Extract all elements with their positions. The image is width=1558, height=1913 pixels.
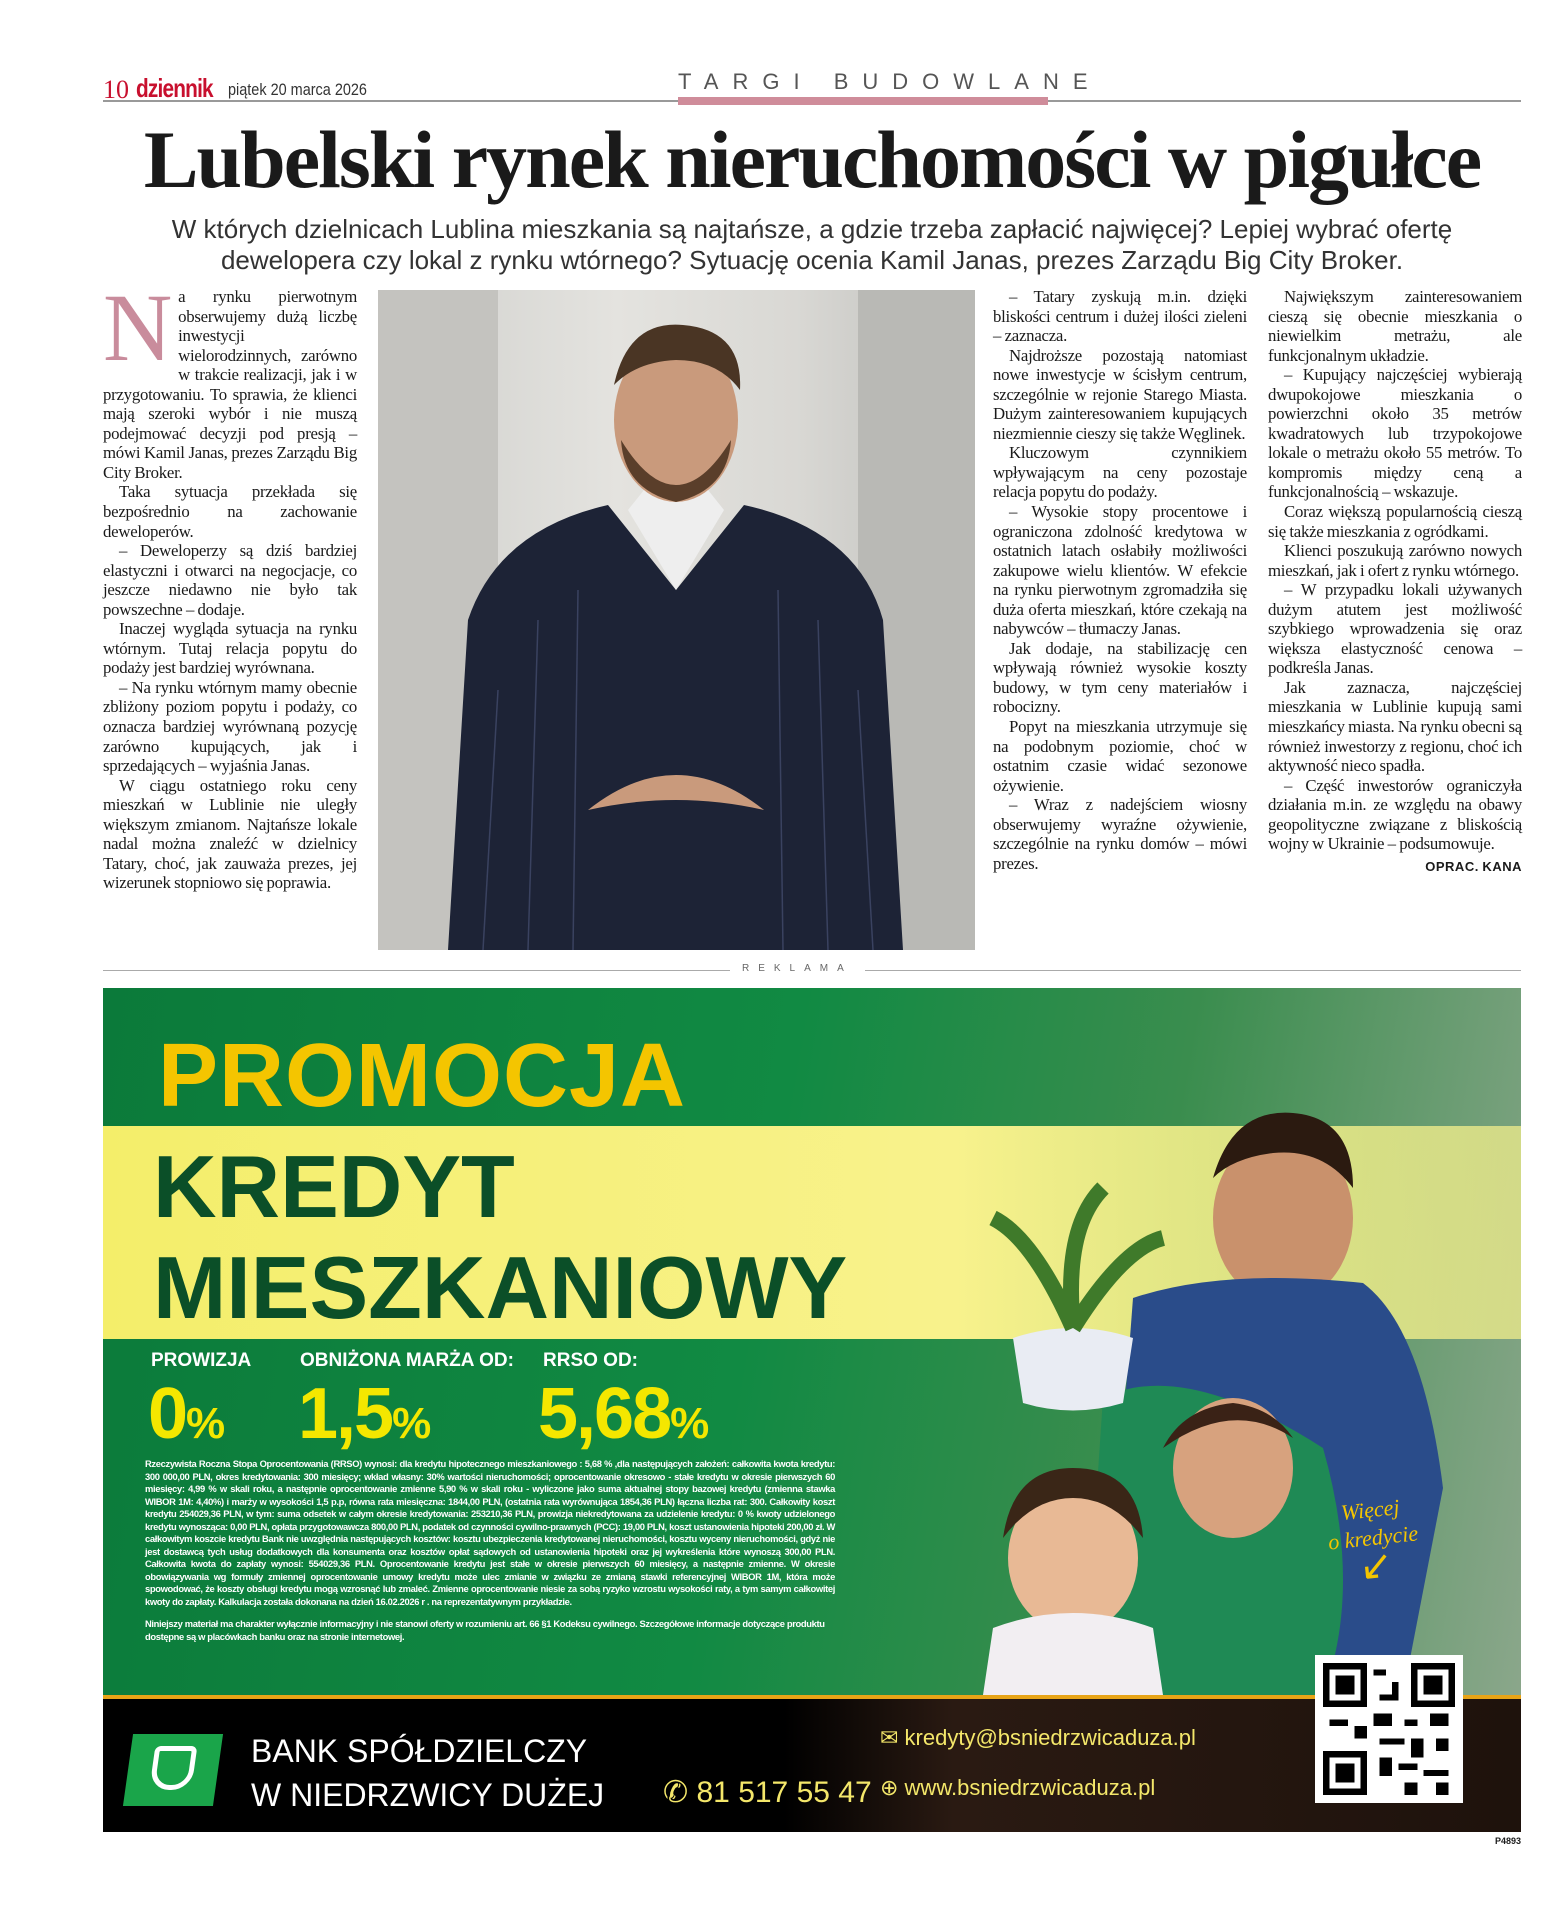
paragraph: Największym zainteresowaniem cieszą się obecnie mieszkania o niewielkim metrażu, ale funkcjonalnym układzie. (1268, 287, 1522, 365)
family-photo (803, 1068, 1521, 1695)
bank-footer (103, 1695, 1521, 1832)
newspaper-logo: dziennik (136, 73, 213, 103)
bank-advertisement (103, 988, 1521, 1832)
disclaimer: Niniejszy materiał ma charakter wyłącznie informacyjny i nie stanowi oferty w rozumieniu art. 66 §1 Kodeksu cywilnego. Szczegółowe informacje dotyczące produktu dostępne są w placówkach banku oraz na stronie internetowej. (145, 1618, 825, 1642)
drop-cap: N (103, 274, 173, 381)
paragraph: – Wraz z nadejściem wiosny obserwujemy wyraźne ożywienie, szczególnie na rynku domów – mówi prezes. (993, 795, 1247, 873)
phone-number: 81 517 55 47 (696, 1776, 872, 1809)
section-bar (678, 97, 1048, 105)
value: 5,68 (538, 1374, 671, 1454)
bank-name-line: BANK SPÓŁDZIELCZY (251, 1733, 588, 1769)
paragraph: – Tatary zyskują m.in. dzięki bliskości centrum i dużej ilości zieleni – zaznacza. (993, 287, 1247, 346)
phone-icon: ✆ (663, 1776, 697, 1809)
shield-icon (149, 1746, 197, 1790)
website-contact[interactable] (880, 1775, 1155, 1801)
paragraph: – Na rynku wtórnym mamy obecnie zbliżony poziom popytu i podaży, co oznacza bardziej wyrównaną pozycję zarówno kupujących, jak i sprzedających – wyjaśnia Janas. (103, 677, 357, 776)
commission-label: PROWIZJA (151, 1350, 252, 1371)
callout-line: o kredycie (1326, 1520, 1420, 1555)
unit: % (670, 1399, 708, 1448)
bank-name (251, 1729, 604, 1817)
paragraph: – Deweloperzy są dziś bardziej elastyczni i otwarci na negocjacje, co jeszcze niedawno nie było tak powszechne – dodaje. (103, 541, 357, 619)
commission-value (148, 1374, 224, 1460)
section-title: TARGI BUDOWLANE (678, 69, 1102, 94)
more-info-callout (1324, 1492, 1422, 1590)
article-column-3 (993, 287, 1247, 873)
article-title: Lubelski rynek nieruchomości w pigułce (143, 114, 1481, 205)
paragraph: Taka sytuacja przekłada się bezpośrednio na zachowanie deweloperów. (103, 482, 357, 541)
margin-label: OBNIŻONA MARŻA OD: (300, 1350, 514, 1371)
legal-text (145, 1458, 835, 1643)
article-deck: W których dzielnicach Lublina mieszkania są najtańsze, a gdzie trzeba zapłacić najwięcej? Lepiej wybrać ofertę dewelopera czy lokal z rynku wtórnego? Sytuację ocenia Kamil Janas, prezes Zarządu Big City Broker. (171, 214, 1453, 275)
email-contact[interactable] (880, 1725, 1196, 1751)
portrait-photo (378, 290, 975, 950)
rrso-value (538, 1374, 708, 1460)
paragraph: Jak dodaje, na stabilizację cen wpływają również wysokie koszty budowy, w tym ceny materiałów i robocizny. (993, 638, 1247, 717)
paragraph: – Część inwestorów ograniczyła działania m.in. ze względu na obawy geopolityczne związane z bliskością wojny w Ukrainie – podsumowuje. (1268, 775, 1522, 854)
margin-value (298, 1374, 430, 1460)
product-line-2: MIESZKANIOWY (153, 1238, 848, 1337)
paragraph: Popyt na mieszkania utrzymuje się na podobnym poziomie, choć w ostatnim czasie widać sezonowe ożywienie. (993, 717, 1247, 795)
paragraph: – Wysokie stopy procentowe i ograniczona zdolność kredytowa w ostatnich latach osłabiły możliwości zakupowe wielu klientów. W efekcie na rynku pierwotnym zgromadziła się duża oferta mieszkań, które czekają na nabywców – tłumaczy Janas. (993, 502, 1247, 639)
paragraph: Jak zaznacza, najczęściej mieszkania w Lublinie kupują sami mieszkańcy miasta. Na rynku obecni są również inwestorzy z regionu, choć ich aktywność nieco spadła. (1268, 677, 1522, 776)
byline: OPRAC. KANA (1425, 858, 1522, 874)
phone-contact[interactable] (663, 1775, 872, 1810)
paragraph: – W przypadku lokali używanych dużym atutem jest możliwość szybkiego wprowadzenia się oraz większa elastyczność cenowa – podkreśla Janas. (1268, 580, 1522, 678)
bank-name-line: W NIEDRZWICY DUŻEJ (251, 1777, 605, 1813)
website-url: www.bsniedrzwicaduza.pl (904, 1775, 1156, 1800)
email-address: kredyty@bsniedrzwicaduza.pl (904, 1725, 1196, 1750)
callout-line: Więcej (1339, 1494, 1401, 1526)
paragraph: W ciągu ostatniego roku ceny mieszkań w Lublinie nie uległy większym zmianom. Najtańsze lokale nadal można znaleźć w dzielnicy Tatary, choć, jak zauważa prezes, jej wizerunek stopniowo się poprawia. (103, 775, 357, 893)
bank-logo-icon (123, 1734, 223, 1806)
qr-code[interactable] (1315, 1655, 1463, 1803)
value: 1,5 (298, 1374, 393, 1454)
article-column-4 (1268, 287, 1522, 876)
ad-label: REKLAMA (730, 962, 865, 976)
promo-heading: PROMOCJA (158, 1026, 687, 1126)
product-line-1: KREDYT (153, 1137, 515, 1236)
paragraph: a rynku pierwotnym obserwujemy dużą liczbę inwestycji wielorodzinnych, zarówno w trakcie realizacji, jak i w przygotowaniu. To sprawia, że klienci mają szeroki wybór i nie muszą podejmować decyzji pod presją – mówi Kamil Janas, prezes Zarządu Big City Broker. (103, 287, 357, 482)
product-name (153, 1136, 847, 1338)
unit: % (392, 1399, 430, 1448)
issue-date: piątek 20 marca 2026 (228, 80, 367, 99)
rrso-label: RRSO OD: (543, 1350, 638, 1371)
paragraph: Inaczej wygląda sytuacja na rynku wtórnym. Tutaj relacja popytu do podaży jest bardziej wyrównana. (103, 619, 357, 678)
envelope-icon: ✉ (880, 1725, 905, 1750)
globe-icon: ⊕ (880, 1775, 905, 1800)
page-number: 10 (103, 75, 129, 104)
article-column-1 (103, 274, 357, 893)
value: 0 (148, 1374, 187, 1454)
paragraph: Kluczowym czynnikiem wpływającym na ceny pozostaje relacja popytu do podaży. (993, 443, 1247, 502)
paragraph: Klienci poszukują zarówno nowych mieszkań, jak i ofert z rynku wtórnego. (1268, 541, 1522, 580)
paragraph: – Kupujący najczęściej wybierają dwupokojowe mieszkania o powierzchni około 35 metrów kwadratowych lub trzypokojowe lokale o metrażu około 55 metrów. To kompromis między ceną a funkcjonalnością – wskazuje. (1268, 365, 1522, 502)
fine-print: Rzeczywista Roczna Stopa Oprocentowania (RRSO) wynosi: dla kredytu hipotecznego mieszkaniowego : 5,68 % ,dla następujących założeń: całkowita kwota kredytu: 300 000,00 PLN, okres kredytowania: 300 miesięcy; wkład własny: 30% wartości nieruchomości; oprocentowanie okresowo - stałe kredytu w okresie pierwszych 60 miesięcy: 4,99 % w skali roku, a następnie oprocentowanie zmienne 5,90 % w skali roku - wyliczone jako suma aktualnej stopy bazowej kredytu (zmienna stawka WIBOR 1M: 4,40%) i marży w wysokości 1,5 p.p, równa rata miesięczna: 1844,00 PLN, (ostatnia rata wyrównująca 1854,36 PLN) łączna liczba rat: 300. Całkowity koszt kredytu 254029,36 PLN, w tym: suma odsetek w całym okresie kredytowania: 253210,36 PLN, prowizja niekredytowana za udzielenie kredytu: 0 % kwoty udzielonego kredytu wynosząca: 0,00 PLN, opłata przygotowawcza 800,00 PLN, podatek od czynności cywilno-prawnych (PCC): 19,00 PLN, koszt ustanowienia hipoteki 200,00 zł. W całkowitym koszcie kredytu Bank nie uwzględnia następujących kosztów: kosztu ubezpieczenia kredytowanej nieruchomości, kosztu wyceny nieruchomości, gdyż nie jest dostawcą tych usług dodatkowych dla konsumenta oraz kosztów opłat sądowych od ustanowienia hipoteki oraz jej wykreślenia które wynoszą 300,00 PLN. Całkowita kwota do zapłaty wynosi: 554029,36 PLN. Oprocentowanie kredytu jest stałe w okresie pierwszych 60 miesięcy, a następnie zmienne. W okresie obowiązywania wg formuły zmiennej oprocentowanie umowy kredytu może ulec zmianie w związku ze zmianą stawki referencyjnej WIBOR 1M, która może spowodować, że koszty obsługi kredytu mogą wzrosnąć lub zmaleć. Zmienne oprocentowanie niesie za sobą ryzyko wzrostu wysokości raty, a tym samym całkowitej kwoty do zapłaty. Kalkulacja została dokonana na dzień 16.02.2026 r . na reprezentatywnym przykładzie. (145, 1458, 835, 1607)
arrow-down-icon: ↙ (1356, 1541, 1395, 1590)
unit: % (186, 1399, 224, 1448)
paragraph: Najdroższe pozostają natomiast nowe inwestycje w ścisłym centrum, szczególnie w rejonie Starego Miasta. Dużym zainteresowaniem kupujących niezmiennie cieszy się także Węglinek. (993, 345, 1247, 443)
paragraph: Coraz większą popularnością cieszą się także mieszkania z ogródkami. (1268, 502, 1522, 541)
ad-code: P4893 (1494, 1836, 1521, 1846)
